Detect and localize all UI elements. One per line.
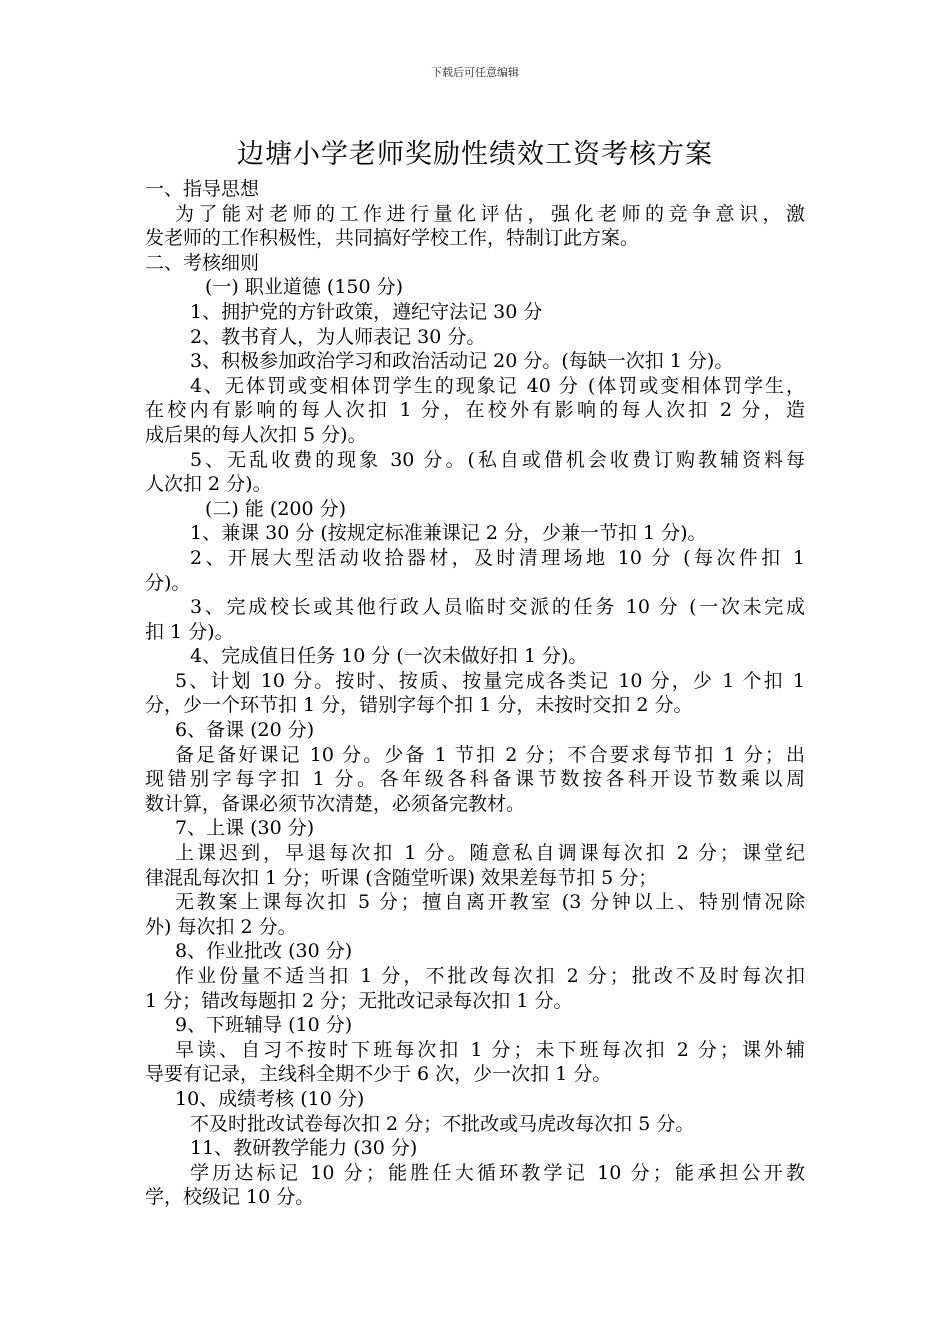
document-title: 边塘小学老师奖励性绩效工资考核方案 [237,139,713,170]
list-item: 4、完成值日任务 10 分 (一次未做好扣 1 分)。 [190,645,588,668]
list-item: 4、无体罚或变相体罚学生的现象记 40 分 (体罚或变相体罚学生， [190,374,805,397]
list-item: 3、积极参加政治学习和政治活动记 20 分。(每缺一次扣 1 分)。 [190,350,734,373]
paragraph-line: 不及时批改试卷每次扣 2 分；不批改或马虎改每次扣 5 分。 [190,1112,695,1135]
paragraph-line: 学，校级记 10 分。 [145,1186,315,1209]
list-item: 1、兼课 30 分 (按规定标准兼课记 2 分，少兼一节扣 1 分)。 [190,522,707,545]
subsection-heading: 10、成绩考核 (10 分) [175,1087,365,1110]
subsection-heading: (一) 职业道德 (150 分) [205,276,404,299]
section-heading: 二、考核细则 [145,251,260,274]
subsection-heading: 11、教研教学能力 (30 分) [190,1137,418,1160]
paragraph-line: 人次扣 2 分)。 [145,473,272,496]
subsection-heading: 8、作业批改 (30 分) [175,940,353,963]
paragraph-line: 导要有记录，主线科全期不少于 6 次，少一次扣 1 分。 [145,1063,612,1086]
section-heading: 一、指导思想 [145,178,260,200]
subsection-heading: (二) 能 (200 分) [205,497,347,520]
paragraph-line: 分，少一个环节扣 1 分，错别字每个扣 1 分，未按时交扣 2 分。 [145,694,693,717]
paragraph-line: 扣 1 分)。 [145,620,234,643]
list-item: 1、拥护党的方针政策，遵纪守法记 30 分 [190,300,543,323]
page-header-note: 下载后可任意编辑 [431,66,519,79]
list-item: 5、计划 10 分。按时、按质、按量完成各类记 10 分，少 1 个扣 1 [175,669,805,692]
paragraph-line: 分)。 [145,571,191,594]
paragraph-line: 律混乱每次扣 1 分；听课 (含随堂听课) 效果差每节扣 5 分； [145,866,658,889]
paragraph-line: 外) 每次扣 2 分。 [145,915,297,938]
paragraph-line: 无教案上课每次扣 5 分；擅自离开教室 (3 分钟以上、特别情况除 [175,891,805,914]
paragraph-line: 数计算，备课必须节次清楚，必须备完教材。 [145,792,526,815]
paragraph-line: 在校内有影响的每人次扣 1 分，在校外有影响的每人次扣 2 分，造 [145,399,805,422]
list-item: 5、无乱收费的现象 30 分。(私自或借机会收费订购教辅资料每 [190,448,805,471]
list-item: 2、教书育人，为人师表记 30 分。 [190,325,486,348]
subsection-heading: 6、备课 (20 分) [175,719,315,742]
paragraph-line: 成后果的每人次扣 5 分)。 [145,423,367,446]
subsection-heading: 7、上课 (30 分) [175,817,315,840]
list-item: 2、开展大型活动收拾器材，及时清理场地 10 分 (每次件扣 1 [190,546,805,569]
paragraph-line: 早读、自习不按时下班每次扣 1 分；未下班每次扣 2 分；课外辅 [175,1038,805,1061]
paragraph-line: 发老师的工作积极性，共同搞好学校工作，特制订此方案。 [145,227,640,250]
paragraph-line: 上课迟到，早退每次扣 1 分。随意私自调课每次扣 2 分；课堂纪 [175,842,805,865]
paragraph-line: 作业份量不适当扣 1 分，不批改每次扣 2 分；批改不及时每次扣 [175,965,805,987]
paragraph-line: 现错别字每字扣 1 分。各年级各科备课节数按各科开设节数乘以周 [145,768,805,791]
paragraph-line: 1 分；错改每题扣 2 分；无批改记录每次扣 1 分。 [145,989,573,1012]
list-item: 3、完成校长或其他行政人员临时交派的任务 10 分 (一次未完成 [190,596,805,619]
document-body [145,177,805,1210]
paragraph-line: 学历达标记 10 分；能胜任大循环教学记 10 分；能承担公开教 [190,1161,805,1184]
paragraph-line: 为了能对老师的工作进行量化评估，强化老师的竞争意识，激 [175,202,805,225]
subsection-heading: 9、下班辅导 (10 分) [175,1014,353,1037]
paragraph-line: 备足备好课记 10 分。少备 1 节扣 2 分；不合要求每节扣 1 分；出 [175,743,805,766]
